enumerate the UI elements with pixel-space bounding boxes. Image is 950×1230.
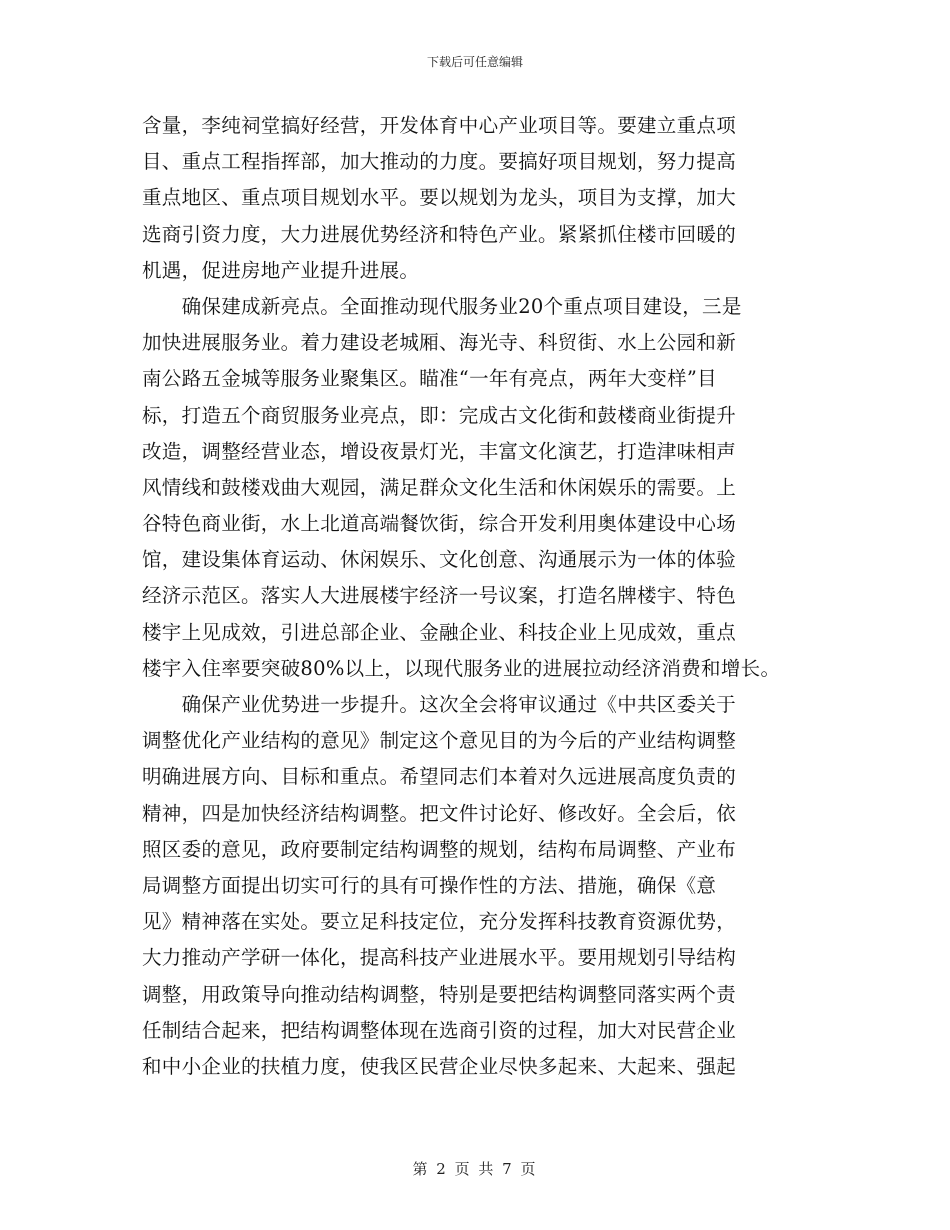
text-line: 选商引资力度，大力进展优势经济和特色产业。紧紧抓住楼市回暖的	[142, 222, 737, 246]
text-line: 照区委的意见，政府要制定结构调整的规划，结构布局调整、产业布	[142, 837, 737, 861]
text-line: 馆，建设集体育运动、休闲娱乐、文化创意、沟通展示为一体的体验	[142, 548, 737, 572]
text-line: 风情线和鼓楼戏曲大观园，满足群众文化生活和休闲娱乐的需要。上	[142, 475, 737, 499]
text-line: 精神，四是加快经济结构调整。把文件讨论好、修改好。全会后，依	[142, 801, 737, 825]
text-line: 明确进展方向、目标和重点。希望同志们本着对久远进展高度负责的	[142, 765, 737, 789]
text-line: 标，打造五个商贸服务业亮点，即：完成古文化街和鼓楼商业街提升	[142, 403, 737, 427]
text-line: 和中小企业的扶植力度，使我区民营企业尽快多起来、大起来、强起	[142, 1054, 737, 1078]
text-line: 确保产业优势进一步提升。这次全会将审议通过《中共区委关于	[142, 693, 737, 716]
text-line: 楼宇上见成效，引进总部企业、金融企业、科技企业上见成效，重点	[142, 620, 737, 644]
text-line: 见》精神落在实处。要立足科技定位，充分发挥科技教育资源优势，	[142, 910, 737, 934]
text-line: 南公路五金城等服务业聚集区。瞄准“一年有亮点，两年大变样”目	[142, 367, 717, 391]
text-line: 经济示范区。落实人大进展楼宇经济一号议案，打造名牌楼宇、特色	[142, 584, 737, 608]
text-line: 谷特色商业街，水上北道高端餐饮街，综合开发利用奥体建设中心场	[142, 512, 737, 536]
text-line: 机遇，促进房地产业提升进展。	[142, 258, 420, 282]
text-line: 改造，调整经营业态，增设夜景灯光，丰富文化演艺，打造津味相声	[142, 439, 737, 463]
page-number-footer: 第 2 页 共 7 页	[412, 1160, 538, 1178]
text-line: 含量，李纯祠堂搞好经营，开发体育中心产业项目等。要建立重点项	[142, 114, 737, 137]
text-line: 楼宇入住率要突破80%以上，以现代服务业的进展拉动经济消费和增长。	[142, 656, 781, 680]
text-line: 确保建成新亮点。全面推动现代服务业20个重点项目建设，三是	[142, 294, 742, 318]
text-line: 目、重点工程指挥部，加大推动的力度。要搞好项目规划，努力提高	[142, 150, 737, 174]
page-header: 下载后可任意编辑	[426, 55, 523, 69]
text-line: 任制结合起来，把结构调整体现在选商引资的过程，加大对民营企业	[142, 1018, 737, 1042]
text-line: 大力推动产学研一体化，提高科技产业进展水平。要用规划引导结构	[142, 946, 737, 970]
text-line: 重点地区、重点项目规划水平。要以规划为龙头，项目为支撑，加大	[142, 186, 737, 210]
text-line: 调整，用政策导向推动结构调整，特别是要把结构调整同落实两个责	[142, 982, 737, 1006]
text-line: 调整优化产业结构的意见》制定这个意见目的为今后的产业结构调整	[142, 729, 737, 753]
document-body	[142, 108, 822, 1085]
text-line: 加快进展服务业。着力建设老城厢、海光寺、科贸街、水上公园和新	[142, 331, 737, 355]
text-line: 局调整方面提出切实可行的具有可操作性的方法、措施，确保《意	[142, 873, 717, 897]
